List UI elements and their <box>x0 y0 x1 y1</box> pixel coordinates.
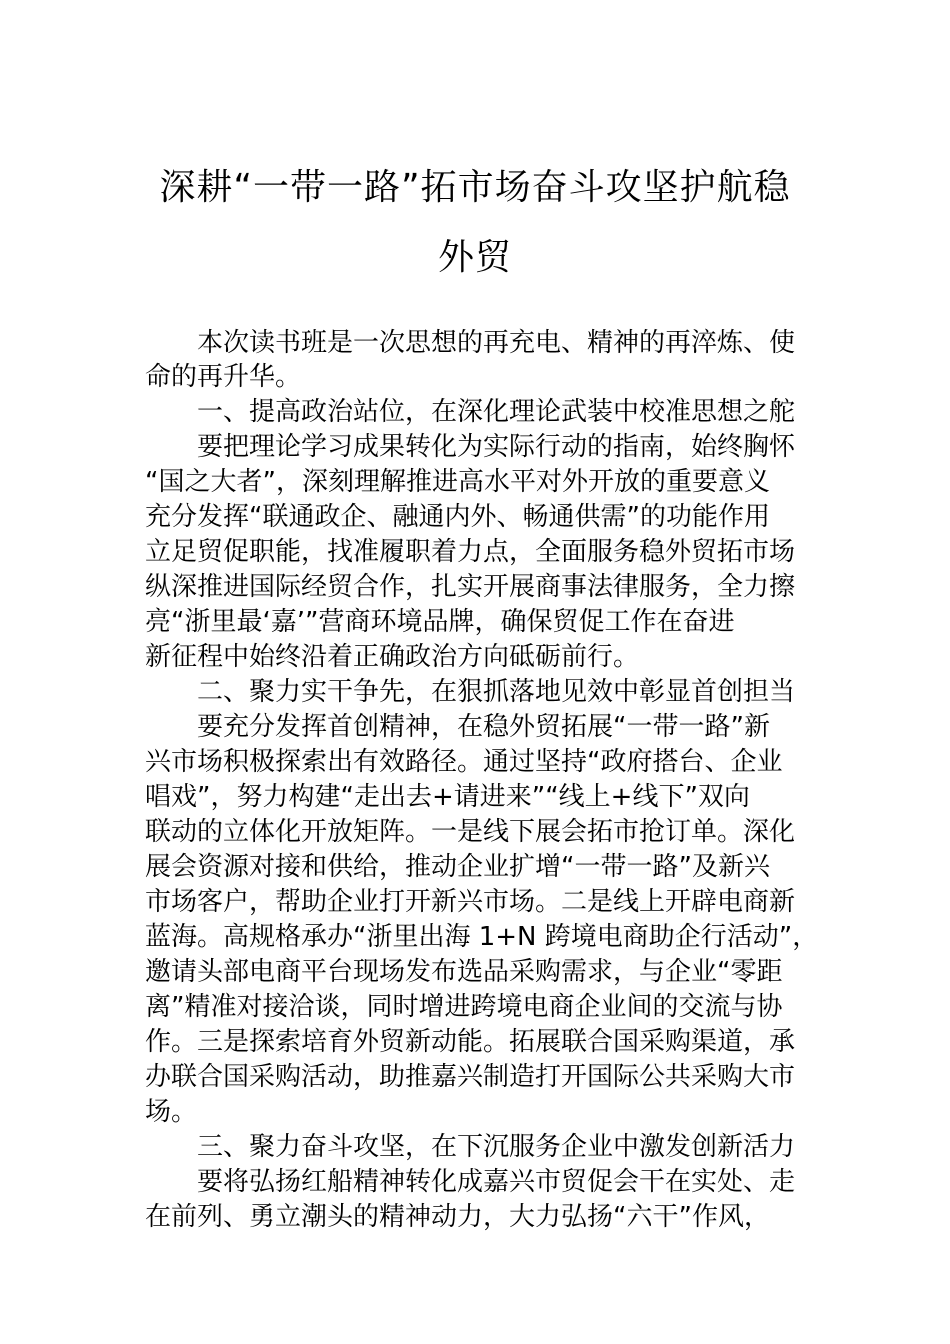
paragraph-line: 唱戏”，努力构建“走出去+请进来”“线上+线下”双向 <box>145 782 750 812</box>
section-heading-2: 二、聚力实干争先，在狠抓落地见效中彰显首创担当 <box>145 677 796 707</box>
paragraph-line: 展会资源对接和供给，推动企业扩增“一带一路”及新兴 <box>145 852 770 882</box>
paragraph-line: 纵深推进国际经贸合作，扎实开展商事法律服务，全力擦 <box>145 572 796 602</box>
paragraph-line: 离”精准对接洽谈，同时增进跨境电商企业间的交流与协 <box>145 992 783 1022</box>
paragraph-line: 亮“浙里最‘嘉’”营商环境品牌，确保贸促工作在奋进 <box>145 607 735 637</box>
paragraph-line: 蓝海。高规格承办“浙里出海 1+N 跨境电商助企行活动”， <box>145 922 819 952</box>
paragraph-line: 要把理论学习成果转化为实际行动的指南，始终胸怀 <box>145 432 796 462</box>
paragraph-line: 邀请头部电商平台现场发布选品采购需求，与企业“零距 <box>145 957 783 987</box>
document-title-line-1: 深耕“一带一路”拓市场奋斗攻坚护航稳 <box>159 167 791 208</box>
paragraph-line: 市场客户，帮助企业打开新兴市场。二是线上开辟电商新 <box>145 887 796 917</box>
paragraph-line: 新征程中始终沿着正确政治方向砥砺前行。 <box>145 642 640 672</box>
paragraph-line: 兴市场积极探索出有效路径。通过坚持“政府搭台、企业 <box>145 747 783 777</box>
paragraph-line: 联动的立体化开放矩阵。一是线下展会拓市抢订单。深化 <box>145 817 796 847</box>
document-title-line-2: 外贸 <box>437 237 512 278</box>
paragraph-line: 本次读书班是一次思想的再充电、精神的再淬炼、使 <box>145 328 796 358</box>
paragraph-line: 立足贸促职能，找准履职着力点，全面服务稳外贸拓市场 <box>145 537 796 567</box>
paragraph-line: “国之大者”，深刻理解推进高水平对外开放的重要意义 <box>145 467 770 497</box>
section-heading-1: 一、提高政治站位，在深化理论武装中校准思想之舵 <box>145 397 796 427</box>
paragraph-line: 命的再升华。 <box>145 362 302 392</box>
paragraph-line: 在前列、勇立潮头的精神动力，大力弘扬“六干”作风， <box>145 1202 770 1232</box>
section-heading-3: 三、聚力奋斗攻坚，在下沉服务企业中激发创新活力 <box>145 1132 796 1162</box>
paragraph-line: 要充分发挥首创精神，在稳外贸拓展“一带一路”新 <box>145 712 770 742</box>
paragraph-line: 办联合国采购活动，助推嘉兴制造打开国际公共采购大市 <box>145 1062 796 1092</box>
paragraph-line: 作。三是探索培育外贸新动能。拓展联合国采购渠道，承 <box>145 1027 796 1057</box>
paragraph-line: 要将弘扬红船精神转化成嘉兴市贸促会干在实处、走 <box>145 1167 796 1197</box>
paragraph-line: 充分发挥“联通政企、融通内外、畅通供需”的功能作用 <box>145 502 770 532</box>
paragraph-line: 场。 <box>145 1097 198 1127</box>
